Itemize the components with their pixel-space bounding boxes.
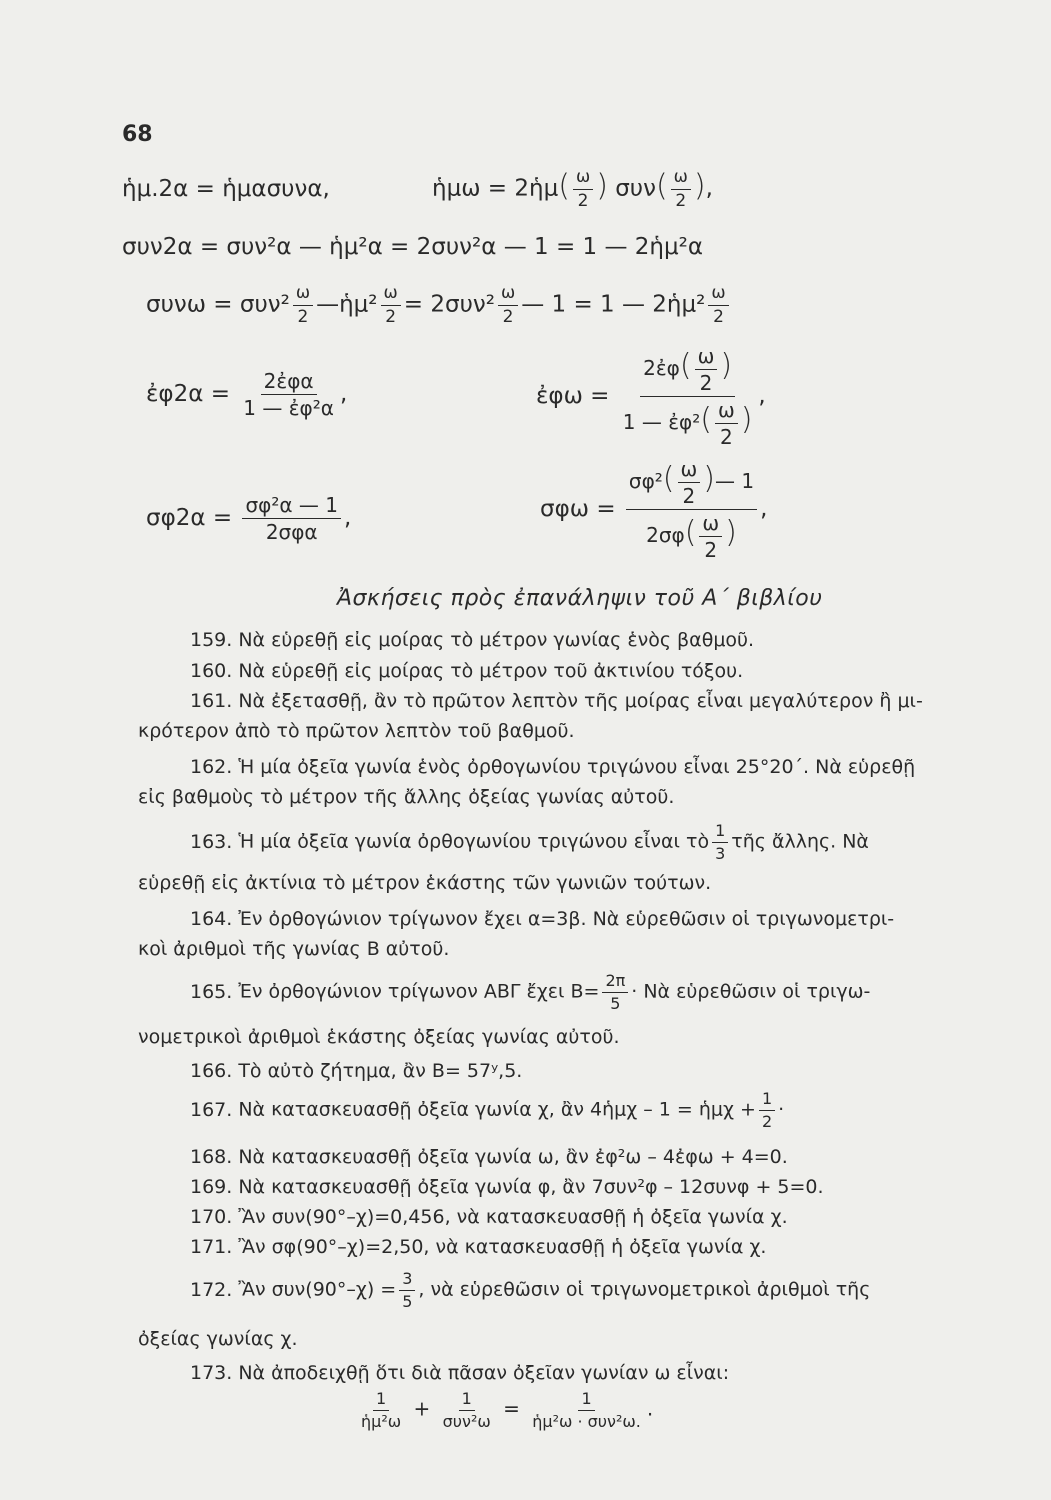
frac-den: 2 (761, 1111, 773, 1131)
tan2a-num: 2ἐφα (261, 370, 317, 395)
formula-sin2a: ἡμ.2α = ἡμασυνα, (122, 176, 330, 202)
formula-tanw (536, 345, 766, 448)
exercise-number: 164. (190, 908, 233, 930)
exercise-171 (190, 1236, 766, 1259)
frac-den: 5 (402, 1291, 413, 1311)
frac-num: 2π (602, 972, 628, 993)
exercise-number: 160. (190, 660, 233, 682)
frac-num: 1 (578, 1390, 594, 1411)
frac-den: 2 (704, 538, 718, 562)
exercise-text: Τὸ αὐτὸ ζήτημα, ἂν Β= 57ʸ,5. (238, 1060, 523, 1082)
frac-den: 2 (297, 306, 309, 327)
exercise-text: · Νὰ εὑρεθῶσιν οἱ τριγω- (631, 980, 871, 1003)
sinw-comma: , (705, 175, 713, 202)
cotw-num: σφ²( $\frac{\omega}{2}$ )— 1 (626, 458, 757, 510)
frac-den: 2 (699, 371, 713, 395)
section-heading: Ἀσκήσεις πρὸς ἐπανάληψιν τοῦ Α΄ βιβλίου (337, 586, 823, 611)
period: . (646, 1396, 654, 1421)
frac-den: ἡμ²ω · συν²ω. (532, 1411, 641, 1431)
cot2a-num: σφ²α — 1 (242, 494, 341, 519)
frac-num: ω (498, 284, 518, 306)
frac-den: 2 (719, 425, 733, 449)
cosw-part-b: —ἡμ² (316, 291, 378, 318)
exercise-number: 159. (190, 629, 233, 651)
exercise-number: 170. (190, 1206, 233, 1228)
frac-den: 2 (675, 190, 687, 211)
exercise-164 (190, 908, 894, 931)
exercise-text: Νὰ ἀποδειχθῇ ὅτι διὰ πᾶσαν ὀξεῖαν γωνίαν ω εἶναι: (238, 1362, 730, 1384)
exercise-text: Ἐν ὀρθογώνιον τρίγωνον ἔχει α=3β. Νὰ εὑρεθῶσιν οἱ τριγωνομετρι- (238, 908, 895, 930)
exercise-165-cont: νομετρικοὶ ἀριθμοὶ ἑκάστης ὀξείας γωνίας αὐτοῦ. (138, 1026, 620, 1048)
cotw-den: 2σφ( $\frac{\omega}{2}$ ) (646, 511, 737, 562)
tanw-den: 1 — ἐφ²( $\frac{\omega}{2}$ ) (622, 398, 753, 449)
cot2a-lhs: σφ2α = (146, 505, 233, 531)
tanw-den-text: 1 — ἐφ² (622, 410, 701, 434)
tan2a-lhs: ἐφ2α = (146, 381, 230, 407)
frac-den: 2 (385, 306, 397, 327)
cotw-lhs: σφω = (540, 496, 616, 522)
frac-den: συν²ω (442, 1411, 491, 1431)
exercise-text: Ἡ μία ὀξεῖα γωνία ἑνὸς ὀρθογωνίου τριγώνου εἶναι 25°20΄. Νὰ εὑρεθῇ (238, 756, 916, 778)
exercise-text: Νὰ ἐξετασθῇ, ἂν τὸ πρῶτον λεπτὸν τῆς μοίρας εἶναι μεγαλύτερον ἢ μι- (238, 690, 923, 712)
exercise-163-cont: εὑρεθῇ εἰς ἀκτίνια τὸ μέτρον ἑκάστης τῶν γωνιῶν τούτων. (138, 872, 712, 894)
exercise-text: Νὰ κατασκευασθῇ ὀξεῖα γωνία ω, ἂν ἐφ²ω – 4ἐφω + 4=0. (238, 1146, 788, 1168)
frac-num: 3 (399, 1270, 415, 1291)
exercise-number: 171. (190, 1236, 233, 1258)
exercise-167 (190, 1090, 784, 1130)
exercise-text: τῆς ἄλλης. Νὰ (731, 830, 869, 853)
formula-cosw (146, 284, 732, 326)
exercise-text: Ἂν συν(90°–χ)=0,456, νὰ κατασκευασθῇ ἡ ὀξεῖα γωνία χ. (238, 1206, 788, 1228)
exercise-number: 173. (190, 1362, 233, 1384)
exercise-number: 172. (190, 1278, 233, 1301)
exercise-text: Νὰ κατασκευασθῇ ὀξεῖα γωνία χ, ἂν 4ἡμχ – 1 = ἡμχ + (238, 1098, 756, 1121)
exercise-165 (190, 972, 870, 1012)
exercise-number: 161. (190, 690, 233, 712)
cosw-part-c: = 2συν² (403, 291, 495, 318)
sinw-cos: συν (615, 175, 656, 202)
exercise-number: 165. (190, 980, 233, 1003)
exercise-172-cont: ὀξείας γωνίας χ. (138, 1328, 298, 1350)
exercise-text: Ἡ μία ὀξεῖα γωνία ὀρθογωνίου τριγώνου εἶναι τὸ (238, 830, 710, 853)
frac-num: ω (699, 512, 722, 537)
frac-den: 3 (715, 843, 726, 863)
exercise-173-identity (355, 1390, 653, 1430)
frac-num: ω (695, 345, 718, 370)
tanw-lhs: ἐφω = (536, 383, 610, 409)
frac-num: ω (715, 399, 738, 424)
sinw-lhs: ἡμω = 2ἡμ (432, 175, 559, 202)
tanw-num: 2ἐφ( $\frac{\omega}{2}$ ) (640, 345, 735, 397)
exercise-169 (190, 1176, 824, 1199)
exercise-161-cont: κρότερον ἀπὸ τὸ πρῶτον λεπτὸν τοῦ βαθμοῦ. (138, 720, 575, 742)
frac-num: 1 (459, 1390, 475, 1411)
formula-cotw (540, 458, 767, 561)
comma: , (760, 496, 768, 522)
exercise-number: 162. (190, 756, 233, 778)
cosw-part-a: συνω = συν² (146, 291, 290, 318)
frac-den: 5 (610, 993, 621, 1013)
exercise-163 (190, 822, 869, 862)
formula-cos2a: συν2α = συν²α — ἡμ²α = 2συν²α — 1 = 1 — 2ἡμ²α (122, 234, 704, 260)
exercise-text: Ἂν συν(90°–χ) = (238, 1278, 397, 1301)
tanw-num-text: 2ἐφ (643, 356, 680, 380)
exercise-168 (190, 1146, 788, 1169)
exercise-text: Ἐν ὀρθογώνιον τρίγωνον ΑΒΓ ἔχει Β= (238, 980, 600, 1003)
exercise-text: Νὰ κατασκευασθῇ ὀξεῖα γωνία φ, ἂν 7συν²φ – 12συνφ + 5=0. (238, 1176, 824, 1198)
exercise-173 (190, 1362, 729, 1385)
tan2a-den: 1 — ἐφ²α (243, 396, 334, 420)
equals-sign: = (503, 1396, 520, 1421)
frac-num: 1 (759, 1090, 775, 1111)
frac-num: ω (293, 284, 313, 306)
cosw-part-d: — 1 = 1 — 2ἡμ² (521, 291, 706, 318)
frac-den: 2 (577, 190, 589, 211)
exercise-text: Νὰ εὑρεθῇ εἰς μοίρας τὸ μέτρον γωνίας ἑνὸς βαθμοῦ. (238, 629, 755, 651)
exercise-160 (190, 660, 743, 683)
exercise-164-cont: κοὶ ἀριθμοὶ τῆς γωνίας Β αὐτοῦ. (138, 938, 450, 960)
plus-sign: + (413, 1396, 431, 1421)
frac-num: ω (678, 458, 701, 483)
exercise-number: 168. (190, 1146, 233, 1168)
exercise-159 (190, 629, 754, 652)
frac-num: ω (381, 284, 401, 306)
cot2a-den: 2σφα (265, 520, 318, 544)
exercise-172 (190, 1270, 870, 1310)
frac-num: ω (573, 168, 593, 190)
frac-num: 1 (373, 1390, 389, 1411)
exercise-number: 163. (190, 830, 233, 853)
exercise-170 (190, 1206, 788, 1229)
formula-cot2a (146, 494, 351, 543)
frac-num: ω (708, 284, 728, 306)
frac-den: 2 (713, 306, 724, 327)
comma: , (758, 383, 766, 409)
exercise-text: Ἂν σφ(90°–χ)=2,50, νὰ κατασκευασθῇ ἡ ὀξεῖα γωνία χ. (238, 1236, 767, 1258)
exercise-text: , νὰ εὑρεθῶσιν οἱ τριγωνομετρικοὶ ἀριθμοὶ τῆς (418, 1278, 871, 1301)
exercise-161 (190, 690, 923, 713)
frac-num: ω (671, 168, 691, 190)
exercise-text: · (778, 1098, 785, 1121)
exercise-166 (190, 1060, 522, 1083)
exercise-162-cont: εἰς βαθμοὺς τὸ μέτρον τῆς ἄλλης ὀξείας γωνίας αὐτοῦ. (138, 786, 675, 808)
exercise-text: Νὰ εὑρεθῇ εἰς μοίρας τὸ μέτρον τοῦ ἀκτινίου τόξου. (238, 660, 744, 682)
page-number: 68 (122, 122, 153, 147)
exercise-162 (190, 756, 915, 779)
formula-tan2a (146, 370, 347, 419)
cotw-num-a: σφ² (628, 469, 663, 493)
comma: , (339, 381, 348, 407)
frac-den: ἡμ²ω (361, 1411, 402, 1431)
comma: , (343, 505, 352, 531)
frac-num: 1 (712, 822, 728, 843)
exercise-number: 166. (190, 1060, 233, 1082)
cotw-den-text: 2σφ (646, 523, 685, 547)
cotw-num-b: — 1 (714, 469, 755, 493)
frac-den: 2 (682, 484, 696, 508)
frac-den: 2 (502, 306, 514, 327)
exercise-number: 169. (190, 1176, 233, 1198)
exercise-number: 167. (190, 1098, 233, 1121)
formula-sinw: ἡμω = 2ἡμ( $\frac{\omega}{2}$ ) συν( $\frac{\omega}{2}$ ), (432, 167, 713, 211)
